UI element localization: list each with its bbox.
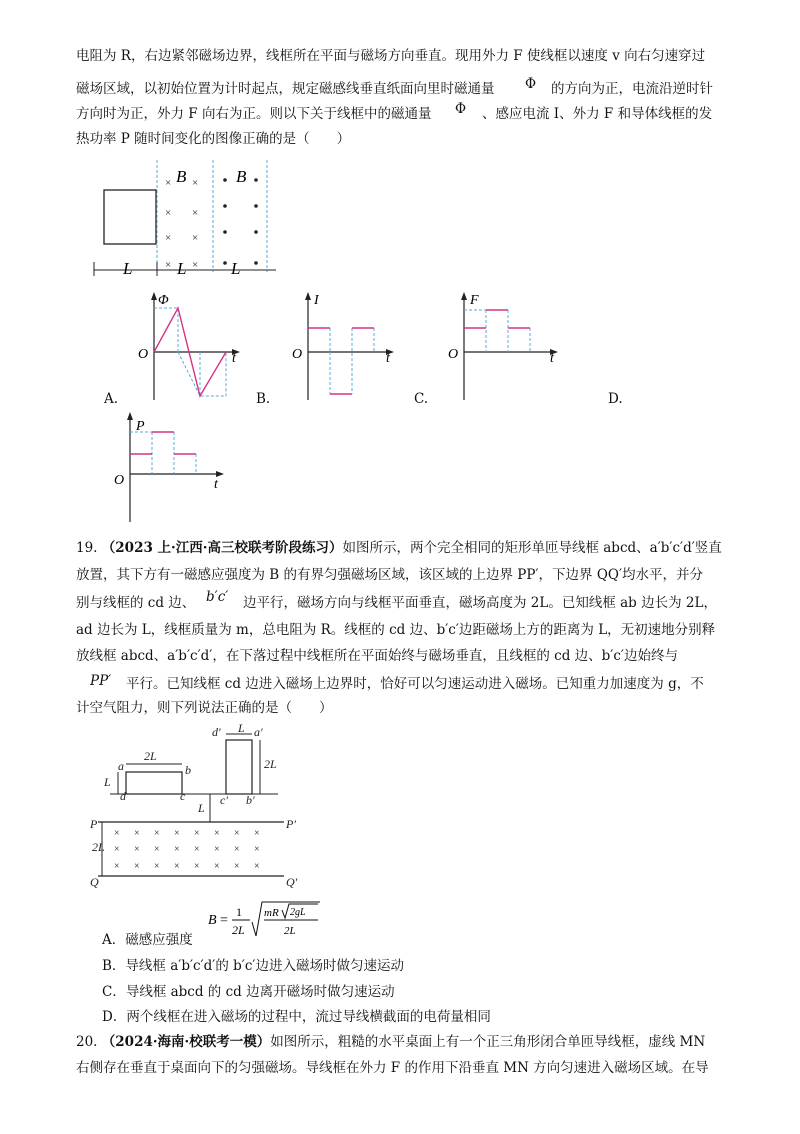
svg-text:=: = xyxy=(220,913,228,928)
svg-text:×: × xyxy=(254,861,260,872)
q19-fig-b: b xyxy=(185,763,191,777)
q18-fig-l-label-2: L xyxy=(177,259,187,278)
svg-text:×: × xyxy=(165,259,172,271)
q19-line-3a: 别与线框的 cd 边、 xyxy=(76,595,196,611)
q18-line-3: 方向时为正，外力 F 向右为正。则以下关于线框中的磁通量 xyxy=(76,106,432,122)
svg-text:mR: mR xyxy=(264,907,279,919)
svg-text:2gL: 2gL xyxy=(290,907,306,918)
q19-number: 19. xyxy=(76,540,98,556)
q19-fig-l-left: L xyxy=(104,775,111,789)
graph-c-t-label: t xyxy=(550,351,554,366)
q19-fig-d: d xyxy=(120,789,126,803)
q20-source: （2024·海南·校联考一模） xyxy=(101,1034,271,1050)
graph-d-origin: O xyxy=(114,473,125,488)
svg-text:×: × xyxy=(174,844,180,855)
q19-line-4: ad 边长为 L，线框质量为 m，总电阻为 R。线框的 cd 边、b′c′边距磁场上方的距离为 L，无初速地分别释 xyxy=(76,622,716,638)
svg-text:×: × xyxy=(192,177,199,189)
q19-line-3b: 边平行，磁场方向与线框平面垂直，磁场高度为 2L。已知线框 ab 边长为 2L， xyxy=(243,595,717,611)
q18-line-3b: 、感应电流 I、外力 F 和导体线框的发 xyxy=(482,106,713,122)
q18-option-a[interactable]: A. xyxy=(104,391,119,407)
q19-line-7: 计空气阻力，则下列说法正确的是（ ） xyxy=(76,700,333,716)
q18-line-4: 热功率 P 随时间变化的图像正确的是（ ） xyxy=(76,131,351,147)
q18-fig-l-label-3: L xyxy=(231,259,241,278)
q19-line-1: 如图所示，两个完全相同的矩形单匝导线框 abcd、a′b′c′d′竖直 xyxy=(342,540,722,556)
svg-text:×: × xyxy=(194,861,200,872)
graph-d-t-label: t xyxy=(214,477,218,492)
svg-text:×: × xyxy=(192,232,199,244)
q19-fig-2l-field: 2L xyxy=(92,840,105,854)
q18-phi-symbol-2: Φ xyxy=(455,101,467,117)
q20-line-1: 如图所示，粗糙的水平桌面上有一个正三角形闭合单匝导线框，虚线 MN xyxy=(270,1034,706,1050)
q18-field-figure xyxy=(90,160,280,280)
graph-b-t-label: t xyxy=(386,351,390,366)
svg-text:×: × xyxy=(134,828,140,839)
q19-fig-q-prime: Q′ xyxy=(286,875,298,889)
q19-fig-p-prime: P′ xyxy=(286,817,296,831)
q19-fig-2l-right: 2L xyxy=(264,757,277,771)
q19-fig-p: P xyxy=(90,817,98,831)
q19-fig-l-top: L xyxy=(238,724,245,735)
svg-text:×: × xyxy=(165,232,172,244)
svg-text:×: × xyxy=(192,207,199,219)
q19-fig-a: a xyxy=(118,759,124,773)
q19-line-5: 放线框 abcd、a′b′c′d′，在下落过程中线框所在平面始终与磁场垂直，且线框的 cd 边、b′c′边始终与 xyxy=(76,648,678,664)
q18-graph-b xyxy=(290,290,400,410)
svg-text:×: × xyxy=(134,861,140,872)
q18-graph-c xyxy=(446,290,566,410)
svg-text:1: 1 xyxy=(236,905,242,919)
q20-line-2: 右侧存在垂直于桌面向下的匀强磁场。导线框在外力 F 的作用下沿垂直 MN 方向匀速进入磁场区域。在导 xyxy=(76,1060,709,1076)
graph-d-p-label: P xyxy=(136,419,145,434)
q19-source: （2023 上·江西·高三校联考阶段练习） xyxy=(101,540,343,556)
q18-fig-b-label-1: B xyxy=(176,167,187,186)
svg-text:×: × xyxy=(234,828,240,839)
q19-line-6: 平行。已知线框 cd 边进入磁场上边界时，恰好可以匀速运动进入磁场。已知重力加速度为 g，不 xyxy=(126,676,704,692)
q18-option-b[interactable]: B. xyxy=(256,391,271,407)
q18-option-c[interactable]: C. xyxy=(414,391,429,407)
q19-option-d[interactable]: D．两个线框在进入磁场的过程中，流过导线横截面的电荷量相同 xyxy=(102,1009,491,1025)
svg-text:×: × xyxy=(174,828,180,839)
q19-fig-b-prime: b′ xyxy=(246,793,255,807)
graph-c-f-label: F xyxy=(470,293,479,308)
svg-text:×: × xyxy=(214,828,220,839)
svg-text:×: × xyxy=(165,207,172,219)
q18-option-d[interactable]: D. xyxy=(608,391,623,407)
graph-c-origin: O xyxy=(448,347,459,362)
q19-fig-c: c xyxy=(180,789,186,803)
svg-text:×: × xyxy=(234,844,240,855)
q18-line-2: 磁场区域，以初始位置为计时起点，规定磁感线垂直纸面向里时磁通量 xyxy=(76,81,495,97)
q19-fig-a-prime: a′ xyxy=(254,725,263,739)
svg-text:×: × xyxy=(192,259,199,271)
q19-option-c[interactable]: C．导线框 abcd 的 cd 边离开磁场时做匀速运动 xyxy=(102,984,395,1000)
q19-option-a[interactable]: A．磁感应强度 xyxy=(102,932,193,948)
graph-a-origin: O xyxy=(138,347,149,362)
q20-header xyxy=(76,1032,705,1052)
q19-fig-d-prime: d′ xyxy=(212,725,221,739)
svg-text:×: × xyxy=(254,844,260,855)
svg-text:×: × xyxy=(194,828,200,839)
q18-line-1: 电阻为 R，右边紧邻磁场边界，线框所在平面与磁场方向垂直。现用外力 F 使线框以速度 v 向右匀速穿过 xyxy=(76,48,706,64)
graph-a-phi-label: Φ xyxy=(158,293,169,308)
q19-figure xyxy=(88,724,304,896)
q19-fig-l-gap: L xyxy=(198,801,205,815)
q18-line-2b: 的方向为正，电流沿逆时针 xyxy=(551,81,713,97)
q19-bc-prime: b′c′ xyxy=(206,589,229,605)
svg-text:×: × xyxy=(214,861,220,872)
svg-text:×: × xyxy=(154,844,160,855)
q20-number: 20. xyxy=(76,1034,98,1050)
q19-fig-c-prime: c′ xyxy=(220,793,228,807)
q19-fig-2l-top: 2L xyxy=(144,749,157,763)
graph-b-i-label: I xyxy=(314,293,319,308)
q19-fig-q: Q xyxy=(90,875,99,889)
q18-fig-b-label-2: B xyxy=(236,167,247,186)
svg-text:×: × xyxy=(114,861,120,872)
q19-line-2: 放置，其下方有一磁感应强度为 B 的有界匀强磁场区域，该区域的上边界 PP′，下边界 QQ′均水平，并分 xyxy=(76,567,704,583)
svg-text:2L: 2L xyxy=(232,923,245,937)
svg-text:×: × xyxy=(254,828,260,839)
svg-text:×: × xyxy=(165,177,172,189)
svg-text:×: × xyxy=(174,861,180,872)
q19-option-b[interactable]: B．导线框 a′b′c′d′的 b′c′边进入磁场时做匀速运动 xyxy=(102,958,404,974)
q18-phi-symbol-1: Φ xyxy=(525,76,537,92)
svg-text:B: B xyxy=(208,913,217,928)
svg-text:×: × xyxy=(114,828,120,839)
q18-fig-l-label-1: L xyxy=(123,259,133,278)
svg-text:×: × xyxy=(194,844,200,855)
q19-pp-prime: PP′ xyxy=(90,673,112,689)
svg-text:×: × xyxy=(154,861,160,872)
svg-text:×: × xyxy=(134,844,140,855)
svg-text:×: × xyxy=(114,844,120,855)
svg-text:2L: 2L xyxy=(284,925,296,937)
q19-option-a-formula xyxy=(208,898,328,944)
graph-a-t-label: t xyxy=(232,351,236,366)
q19-header xyxy=(76,538,722,558)
svg-text:×: × xyxy=(214,844,220,855)
q18-graph-a xyxy=(136,290,246,410)
svg-text:×: × xyxy=(154,828,160,839)
q18-graph-d xyxy=(112,410,232,530)
svg-text:×: × xyxy=(234,861,240,872)
graph-b-origin: O xyxy=(292,347,303,362)
